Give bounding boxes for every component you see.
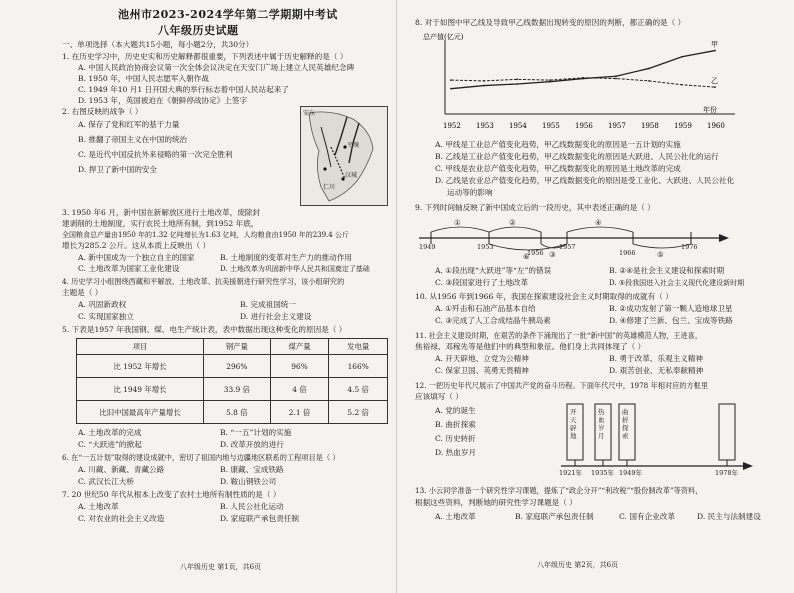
data-point — [714, 86, 716, 88]
table-cell: 比 1952 年增长 — [77, 355, 204, 378]
q12-option-b: B. 曲折探索 — [435, 420, 476, 429]
q11-option-b: B. 勇于改革、乐观主义精神 — [609, 354, 703, 363]
q11-line-1: 11. 社会主义建设时期，在艰苦的条件下涌现出了一批“新中国”的英雄模范人物，王进喜， — [415, 331, 703, 340]
table-cell: 比 1949 年增长 — [77, 378, 204, 401]
data-point — [582, 77, 584, 79]
data-point — [549, 81, 551, 83]
ruler-year: 1978年 — [715, 469, 739, 477]
q3-option-a: A. 新中国成为一个独立自主的国家 — [78, 253, 195, 262]
timeline-year: 1957 — [559, 243, 576, 251]
data-point — [648, 80, 650, 82]
q4-option-d: D. 进行社会主义建设 — [240, 312, 312, 321]
table-header: 发电量 — [329, 339, 388, 355]
q5-option-a: A. 土地改革的完成 — [78, 428, 142, 437]
q3-line-1: 3. 1950 年6 月，新中国在新解放区进行土地改革，废除封 — [62, 208, 261, 217]
q1-stem: 1. 在历史学习中，历史史实和历史解释都很重要，下列表述中属于历史解释的是（ ） — [62, 52, 348, 61]
table-cell: 5.8 倍 — [204, 401, 271, 424]
map-label-seoul: 汉城 — [345, 172, 358, 179]
x-tick-label: 1958 — [641, 122, 659, 130]
q5-option-b: B. “一五”计划的实施 — [220, 428, 292, 437]
q12-line-2: 应该填写（ ） — [415, 392, 463, 401]
q11-option-c: C. 保家卫国、英勇无畏精神 — [435, 366, 529, 375]
table-row — [77, 401, 388, 424]
q11-option-d: D. 艰苦创业、无私奉献精神 — [609, 366, 704, 375]
q12-option-d: D. 热血岁月 — [435, 448, 477, 457]
q8-option-c: C. 甲线是农业总产值变化趋势，甲乙线数据变化的原因是土地改革的完成 — [435, 164, 681, 173]
data-point — [615, 75, 617, 77]
q1-option-d: D. 1953 年，英国被迫在《朝鲜停战协定》上签字 — [78, 96, 248, 105]
q12-option-a: A. 党的诞生 — [435, 406, 476, 415]
q2-option-d: D. 捍卫了新中国的安全 — [78, 165, 157, 174]
ruler-box-1: 开天辟地 — [570, 408, 577, 440]
q12-option-c: C. 历史转折 — [435, 434, 476, 443]
table-cell: 4 倍 — [270, 378, 329, 401]
q7-option-a: A. 土地改革 — [78, 502, 119, 511]
q2-stem: 2. 右图反映的战争（ ） — [62, 107, 143, 116]
q5-option-c: C. “大跃进”的掀起 — [78, 440, 142, 449]
timeline-marker: ③ — [549, 250, 556, 259]
map-label-andong: 安东 — [303, 110, 316, 117]
q9-option-a: A. ①段出现“大跃进”等“左”的错误 — [435, 266, 552, 275]
table-cell: 2.1 倍 — [270, 401, 329, 424]
series-label: 甲 — [711, 40, 718, 49]
x-tick-label: 1957 — [608, 122, 626, 130]
q11-line-2: 焦裕禄、邓稼先等是他们中的典型和象征。他们身上共同体现了（ ） — [415, 342, 646, 351]
q2-option-a: A. 保存了党和红军的基干力量 — [78, 120, 180, 129]
exam-title: 池州市2023-2024学年第二学期期中考试 — [118, 8, 338, 21]
table-cell: 33.9 倍 — [204, 378, 271, 401]
q3-option-b: B. 土地制度的变革对生产力的推动作用 — [220, 253, 352, 262]
korean-war-map — [300, 106, 388, 206]
x-tick-label: 1952 — [443, 122, 461, 130]
section-heading: 一、单项选择（本大题共15小题，每小题2分，共30分） — [62, 40, 254, 49]
data-point — [516, 78, 518, 80]
data-point — [450, 79, 452, 81]
timeline-marker: ② — [509, 218, 516, 227]
table-cell: 5.2 倍 — [329, 401, 388, 424]
q6-stem: 6. 在“一五计划”取得的建设成就中，密切了祖国内地与边疆地区联系的工程项目是（ ） — [62, 453, 340, 462]
page-2 — [397, 0, 794, 593]
timeline-year: 1953 — [477, 243, 494, 251]
q3-line-4: 增长为285.2 公斤。这从本质上反映出（ ） — [62, 241, 211, 250]
q4-option-c: C. 实现国家独立 — [78, 312, 134, 321]
q3-line-3: 全国粮食总产量由1950 年的1.32 亿吨增长为1.63 亿吨，人均粮食由1950 年的239.4 公斤 — [62, 231, 349, 239]
q13-line-1: 13. 小云同学准备一个研究性学习课题，提炼了“政企分开”“利改税”“股份制改革”等资料， — [415, 486, 703, 495]
q10-option-c: C. ③完成了人工合成结晶牛胰岛素 — [435, 316, 551, 325]
q8-option-b: B. 乙线是工业总产值变化趋势，甲乙线数据变化的原因是大跃进、人民公社化的运行 — [435, 152, 719, 161]
q4-option-b: B. 完成祖国统一 — [240, 300, 296, 309]
timeline-year: 1966 — [619, 249, 636, 257]
q8-option-a: A. 甲线是工业总产值变化趋势，甲乙线数据变化的原因是一五计划的实施 — [435, 140, 681, 149]
q13-option-b: B. 家庭联产承包责任制 — [515, 512, 594, 521]
y-axis-label: 总产值(亿元) — [423, 33, 464, 41]
timeline-year: 1956 — [527, 249, 544, 257]
x-axis-label: 年份 — [703, 106, 717, 114]
map-label-incheon: 仁川 — [323, 184, 336, 191]
data-point — [450, 88, 452, 90]
data-point — [549, 79, 551, 81]
q4-line-1: 4. 历史学习小组围绕西藏和平解放、土地改革、抗美援朝进行研究性学习，该小组研究的 — [62, 277, 345, 286]
q6-option-d: D. 鞍山钢铁公司 — [220, 477, 277, 486]
timeline-year: 1976 — [681, 243, 698, 251]
ruler-box-2: 热血岁月 — [598, 408, 605, 440]
x-tick-label: 1960 — [707, 122, 725, 130]
timeline-marker: ① — [454, 218, 461, 227]
table-cell: 296% — [204, 355, 271, 378]
q1-option-b: B. 1950 年，中国人民志愿军入朝作战 — [78, 74, 209, 83]
x-tick-label: 1955 — [542, 122, 560, 130]
data-point — [648, 68, 650, 70]
q3-option-d: D. 土地改革为巩固新中华人民共和国奠定了基础 — [220, 265, 370, 273]
q6-option-a: A. 川藏、新藏、青藏公路 — [78, 465, 165, 474]
table-cell: 96% — [270, 355, 329, 378]
table-cell: 比旧中国最高年产量增长 — [77, 401, 204, 424]
data-point — [714, 50, 716, 52]
page-2-footer: 八年级历史 第2页，共6页 — [537, 561, 619, 569]
q3-option-c: C. 土地改革为国家工业化建设 — [78, 264, 180, 273]
q10-stem: 10. 从1956 年到1966 年，我国在探索建设社会主义时期取得的成就有（ ） — [415, 292, 673, 301]
q13-line-2: 根据这些资料，判断她的研究性学习课题是（ ） — [415, 498, 577, 507]
data-point — [483, 80, 485, 82]
q11-option-a: A. 开天辟地、立党为公精神 — [435, 354, 529, 363]
exam-subtitle: 八年级历史试题 — [158, 24, 239, 37]
table-header: 钢产量 — [204, 339, 271, 355]
q12-line-1: 12. 一把历史年代尺展示了中国共产党的奋斗历程。下面年代尺中，1978 年相对应的方框里 — [415, 381, 709, 390]
q13-option-a: A. 土地改革 — [435, 512, 476, 521]
x-tick-label: 1953 — [476, 122, 494, 130]
x-tick-label: 1956 — [575, 122, 593, 130]
q10-option-d: D. ④修建了兰新、包兰、宝成等铁路 — [609, 316, 733, 325]
timeline-marker: ⑤ — [657, 250, 664, 259]
ruler-box-3: 曲折探索 — [622, 408, 629, 440]
q12-year-ruler — [557, 400, 757, 480]
q7-option-d: D. 家庭联产承包责任制 — [220, 514, 299, 523]
q1-option-c: C. 1949 年10 月1 日开国大典的举行标志着中国人民站起来了 — [78, 85, 289, 94]
timeline-marker: ⑥ — [523, 252, 530, 261]
chart-svg — [415, 34, 755, 134]
q2-option-c: C. 是近代中国反抗外来侵略的第一次完全胜利 — [78, 150, 233, 159]
ruler-year: 1935年 — [591, 469, 615, 477]
ruler-year: 1949年 — [619, 469, 643, 477]
timeline-marker: ④ — [595, 218, 602, 227]
q8-line-chart — [415, 34, 755, 134]
map-label-pyongyang: 平壤 — [347, 142, 360, 149]
q10-option-a: A. ①歼击和石油产品基本自给 — [435, 304, 536, 313]
q6-option-c: C. 武汉长江大桥 — [78, 477, 134, 486]
q8-option-d-cont: 运动等的影响 — [447, 188, 493, 197]
q9-option-c: C. ③段国家进行了土地改革 — [435, 278, 529, 287]
q9-stem: 9. 下列时间轴反映了新中国成立后的一段历史，其中表述正确的是（ ） — [415, 203, 655, 212]
q8-option-d: D. 乙线是农业总产值变化趋势，甲乙线数据变化的原因是受工业化、大跃进、人民公社化 — [435, 176, 735, 185]
table-header: 煤产量 — [270, 339, 329, 355]
q5-stem: 5. 下表是1957 年我国钢、煤、电生产统计表，表中数据出现这种变化的原因是（ ） — [62, 325, 347, 334]
q13-option-c: C. 国有企业改革 — [619, 512, 675, 521]
q4-option-a: A. 巩固新政权 — [78, 300, 127, 309]
table-row — [77, 378, 388, 401]
q1-option-a: A. 中国人民政治协商会议第一次全体会议决定在天安门广场上建立人民英雄纪念碑 — [78, 63, 355, 72]
q8-stem: 8. 对于如图中甲乙线及导致甲乙线数据出现转变的原因的判断，都正确的是（ ） — [415, 18, 686, 27]
ruler-year: 1921年 — [559, 469, 583, 477]
x-tick-label: 1959 — [674, 122, 692, 130]
series-line-jia — [451, 51, 715, 89]
page-1-footer: 八年级历史 第1页，共6页 — [180, 563, 262, 571]
q9-option-b: B. ②④是社会主义建设和探索时期 — [609, 266, 725, 275]
timeline-year: 1949 — [419, 243, 436, 251]
data-point — [483, 85, 485, 87]
q3-line-2: 建剥削的土地制度，实行农民土地所有制，到1952 年底， — [62, 219, 259, 228]
q9-option-d: D. ⑤段我国进入社会主义现代化建设新时期 — [609, 279, 745, 287]
table-cell: 4.5 倍 — [329, 378, 388, 401]
data-point — [615, 78, 617, 80]
data-point — [681, 56, 683, 58]
q9-timeline — [419, 218, 759, 262]
series-label: 乙 — [711, 77, 718, 86]
q6-option-b: B. 康藏、宝成铁路 — [220, 465, 284, 474]
table-row — [77, 355, 388, 378]
data-point — [516, 83, 518, 85]
data-point — [681, 84, 683, 86]
q7-option-b: B. 人民公社化运动 — [220, 502, 284, 511]
x-tick-label: 1954 — [509, 122, 527, 130]
q13-option-d: D. 民主与法制建设 — [697, 512, 761, 521]
table-header: 项目 — [77, 339, 204, 355]
table-header-row — [77, 339, 388, 355]
q4-line-2: 主题是（ ） — [62, 288, 103, 297]
q2-option-b: B. 推翻了帝国主义在中国的统治 — [78, 135, 188, 144]
table-cell: 166% — [329, 355, 388, 378]
q7-option-c: C. 对农业的社会主义改造 — [78, 514, 165, 523]
q7-stem: 7. 20 世纪50 年代从根本上改变了农村土地所有制性质的是（ ） — [62, 490, 281, 499]
production-table — [76, 338, 388, 424]
q10-option-b: B. ②成功发射了第一颗人造地球卫星 — [609, 304, 733, 313]
q5-option-d: D. 改革开放的进行 — [220, 440, 284, 449]
